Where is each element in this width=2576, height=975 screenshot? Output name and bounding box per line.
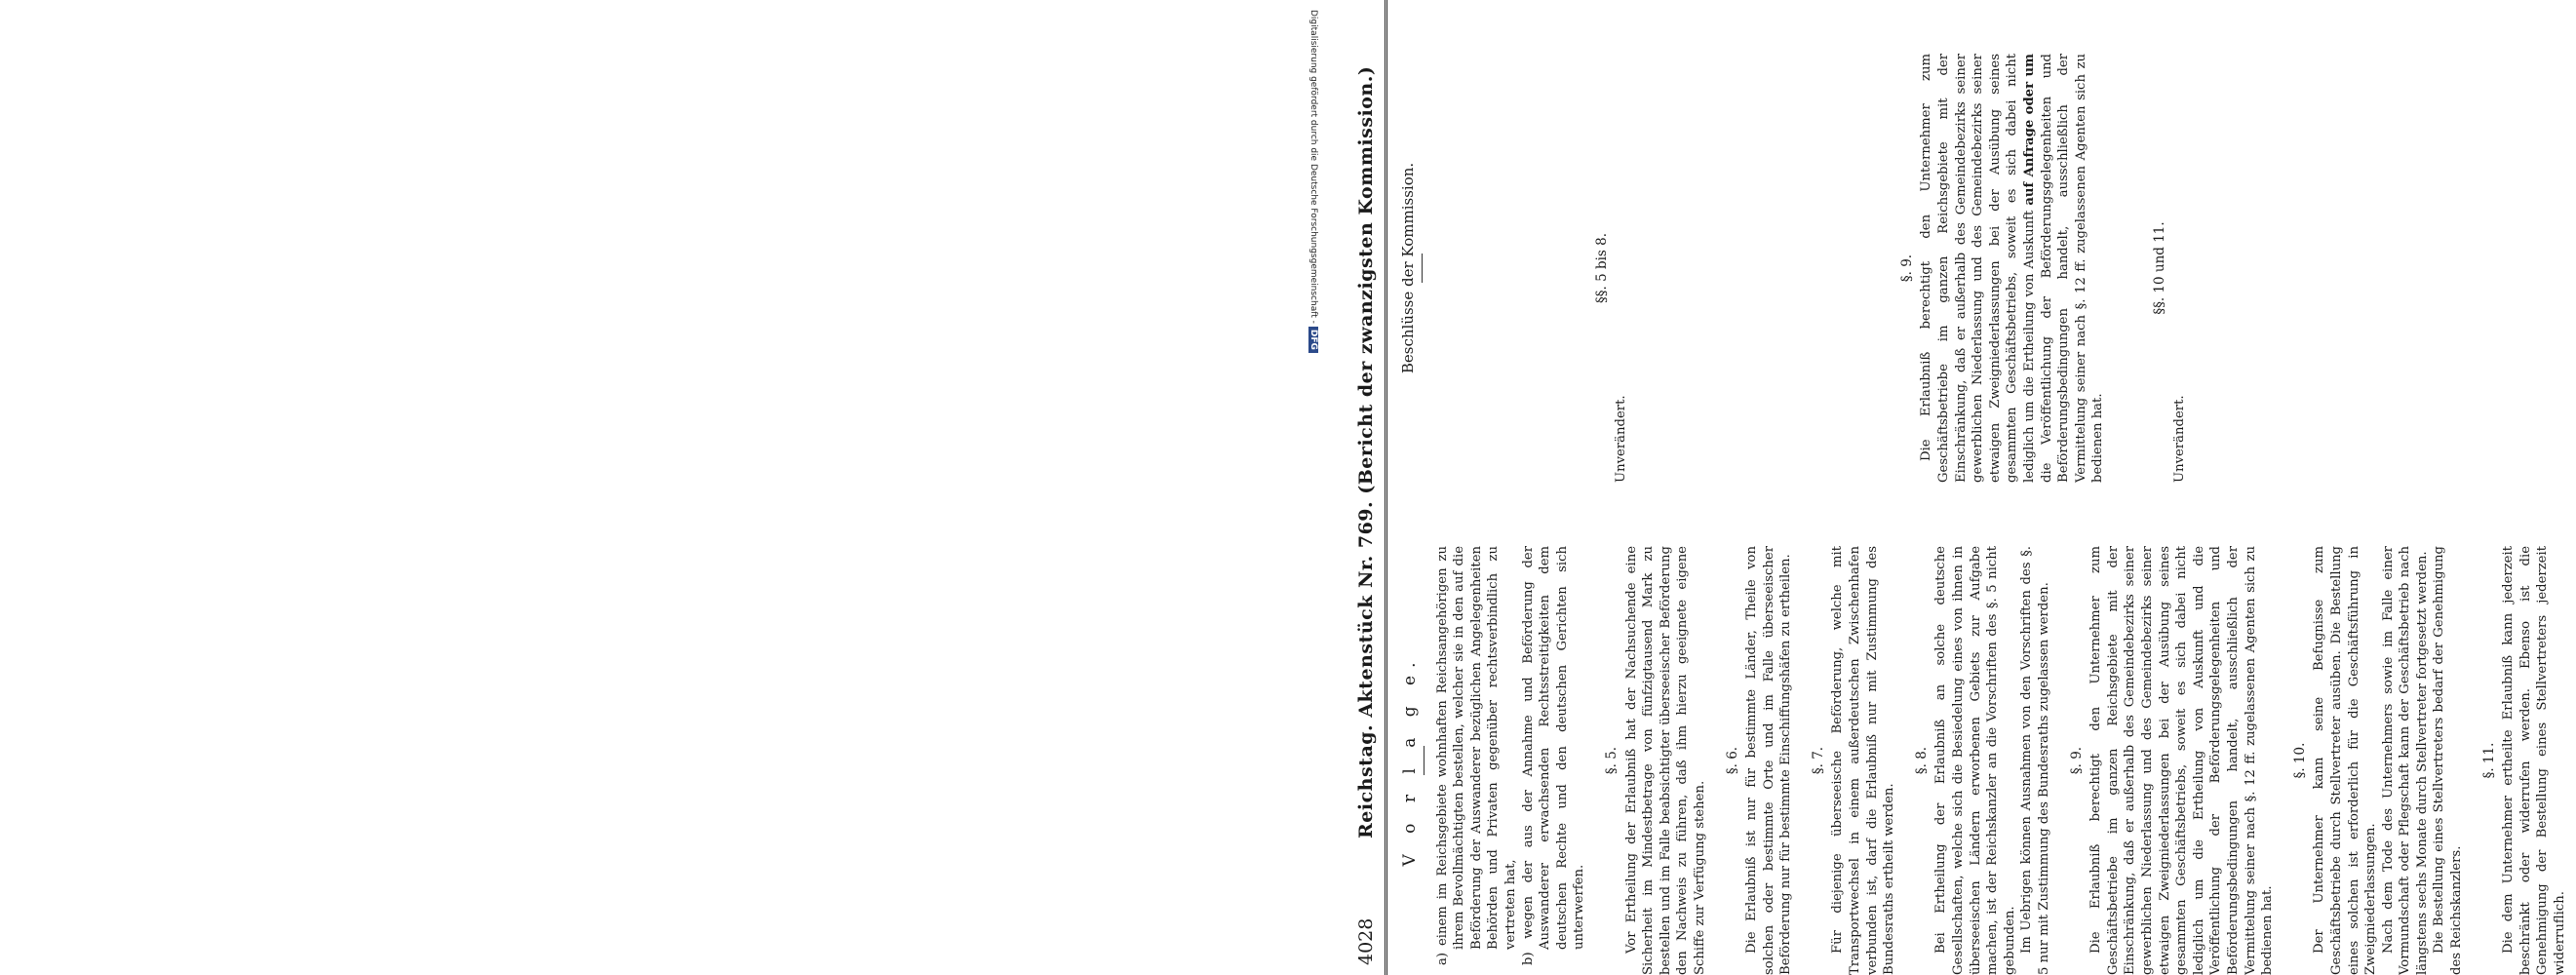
spacer: [1630, 54, 1884, 483]
section-7-title: §. 7.: [1810, 746, 1826, 775]
section-9-title: §. 9.: [2068, 746, 2085, 775]
section-10-text-3: Die Bestellung eines Stellvertreters bedarf der Genehmigung des Reichskanzlers.: [2432, 546, 2465, 975]
credit-text-wrap: [1308, 10, 1318, 353]
section-9-text-post: die Veröffentlichung der Beförderungsgelegenheiten und Beförderungsbedingungen handelt, ausschließlich der Vermittelung seiner nach §. 12 ff. zugelassenen Agenten sich zu bedienen hat.: [2039, 54, 2106, 483]
dfg-logo: DFG: [1308, 327, 1318, 353]
section-10-text-1: Der Unternehmer kann seine Befugnisse zum Geschäftsbetriebe durch Stellvertreter ausüben. Die Bestellung eines solchen ist erforderlich für die Geschäftsführung in Zweigniederlassungen.: [2312, 546, 2379, 975]
heading-rule: [1422, 254, 1423, 283]
section-10-title: §. 10.: [2291, 742, 2308, 779]
sections-5-8-title: §§. 5 bis 8.: [1593, 232, 1610, 304]
section-8-text-2: Im Uebrigen können Ausnahmen von den Vorschriften des §. 5 nur mit Zustimmung des Bundesraths zugelassen werden.: [2019, 546, 2051, 975]
section-11-title: §. 11.: [2480, 742, 2497, 779]
section-7-text: Für diejenige überseeische Beförderung, welche mit Transportwechsel in einem außerdeutschen Zwischenhafen verbunden ist, darf die Erlaubniß nur mit Zustimmung des Bundesraths ertheilt werden.: [1830, 546, 1897, 975]
spacer: [1432, 54, 1579, 483]
right-column: [1396, 54, 2576, 483]
header-title: Reichstag. Aktenstück Nr. 769. (Bericht der zwanzigsten Kommission.): [1355, 65, 1377, 838]
section-6-text: Die Erlaubniß ist nur für bestimmte Länder, Theile von solchen oder bestimmte Orte und im Falle überseeischer Beförderung nur für bestimmte Einschiffungshäfen zu ertheilen.: [1744, 546, 1794, 975]
sections-10-11-title: §§. 10 und 11.: [2151, 221, 2167, 315]
section-9-text-pre: Die Erlaubniß berechtigt den Unternehmer zum Geschäftsbetriebe im ganzen Reichsgebiete mit der Einschränkung, daß er außerhalb des Gemeindebezirks seiner gewerblichen Niederlassung und des Gemeindebezirks seiner etwaigen Zweigniederlassungen bei der Ausübung seines gesammten Geschäftsbetriebs, soweit es sich dabei nicht lediglich um die Ertheilung von Auskunft: [1919, 54, 2037, 483]
list-item: a) einem im Reichsgebiete wohnhaften Reichsangehörigen zu ihrem Bevollmächtigten bestellen, welcher sie in den auf die Beförderung der Auswanderer bezüglichen Angelegenheiten Behörden und Privaten gegenüber rechtsverbindlich zu vertreten hat,: [1434, 546, 1518, 965]
section-9-text: Die Erlaubniß berechtigt den Unternehmer zum Geschäftsbetriebe im ganzen Reichsgebiete mit der Einschränkung, daß er außerhalb des Gemeindebezirks seiner gewerblichen Niederlassung und des Gemeindebezirks seiner etwaigen Zweigniederlassungen bei der Ausübung seines gesammten Geschäftsbetriebs, soweit es sich dabei nicht lediglich um die Ertheilung von Auskunft und die Veröffentlichung der Beförderungsgelegenheiten und Beförderungsbedingungen handelt, ausschließlich der Vermittelung seiner nach §. 12 ff. zugelassenen Agenten sich zu bedienen hat.: [2088, 546, 2276, 975]
section-9-emphasis: auf Anfrage oder um: [2021, 54, 2037, 206]
section-6-title: §. 6.: [1724, 746, 1740, 775]
section-8-text-1: Bei Ertheilung der Erlaubniß an solche deutsche Gesellschaften, welche sich die Besiedelung eines von ihnen in überseeischen Ländern erworbenen Gebiets zur Aufgabe machen, ist der Reichskanzler an die Vorschriften des §. 5 nicht gebunden.: [1933, 546, 2017, 975]
page-header: [1355, 0, 1388, 975]
digitization-credit: [1297, 0, 1319, 975]
section-9-text: [1918, 54, 2107, 483]
unchanged-note: Unverändert.: [2171, 395, 2187, 483]
section-5-title: §. 5.: [1603, 746, 1620, 775]
credit-text: Digitalisierung gefördert durch die Deutsche Forschungsgemeinschaft -: [1308, 10, 1318, 324]
right-heading: Beschlüsse der Kommission.: [1399, 162, 1417, 374]
section-8-title: §. 8.: [1913, 746, 1930, 775]
document-page: [1287, 0, 2574, 975]
section-9-title: §. 9.: [1898, 254, 1915, 283]
list-item: b) wegen der aus der Annahme und Beförderung der Auswanderer erwachsenden Rechtsstreitigkeiten dem deutschen Rechte und den deutschen Gerichten sich unterwerfen.: [1520, 546, 1587, 965]
section-10-text-2: Nach dem Tode des Unternehmers sowie im Falle einer Vormundschaft oder Pflegschaft kann der Geschäftsbetrieb nach längstens sechs Monate durch Stellvertreter fortgesetzt werden.: [2380, 546, 2430, 975]
section-5-text: Vor Ertheilung der Erlaubniß hat der Nachsuchende eine Sicherheit im Mindestbetrage von fünfzigtausend Mark zu bestellen und im Falle beabsichtigter überseeischer Beförderung den Nachweis zu führen, daß ihm hierzu geeignete eigene Schiffe zur Verfügung stehen.: [1623, 546, 1707, 975]
left-column: [1396, 546, 2576, 975]
left-heading: V o r l a g e.: [1400, 654, 1420, 867]
spacer: [2107, 54, 2136, 483]
section-11-text: Die dem Unternehmer ertheilte Erlaubniß kann jederzeit beschränkt oder widerrufen werden. Ebenso ist die Genehmigung der Bestellung eines Stellvertreters jederzeit widerruflich.: [2501, 546, 2568, 975]
rotated-page: [1287, 0, 2574, 975]
unchanged-note: Unverändert.: [1614, 395, 1629, 483]
page-number: 4028: [1355, 917, 1377, 965]
heading-rule: [1424, 746, 1425, 775]
header-rule: [1385, 0, 1387, 975]
